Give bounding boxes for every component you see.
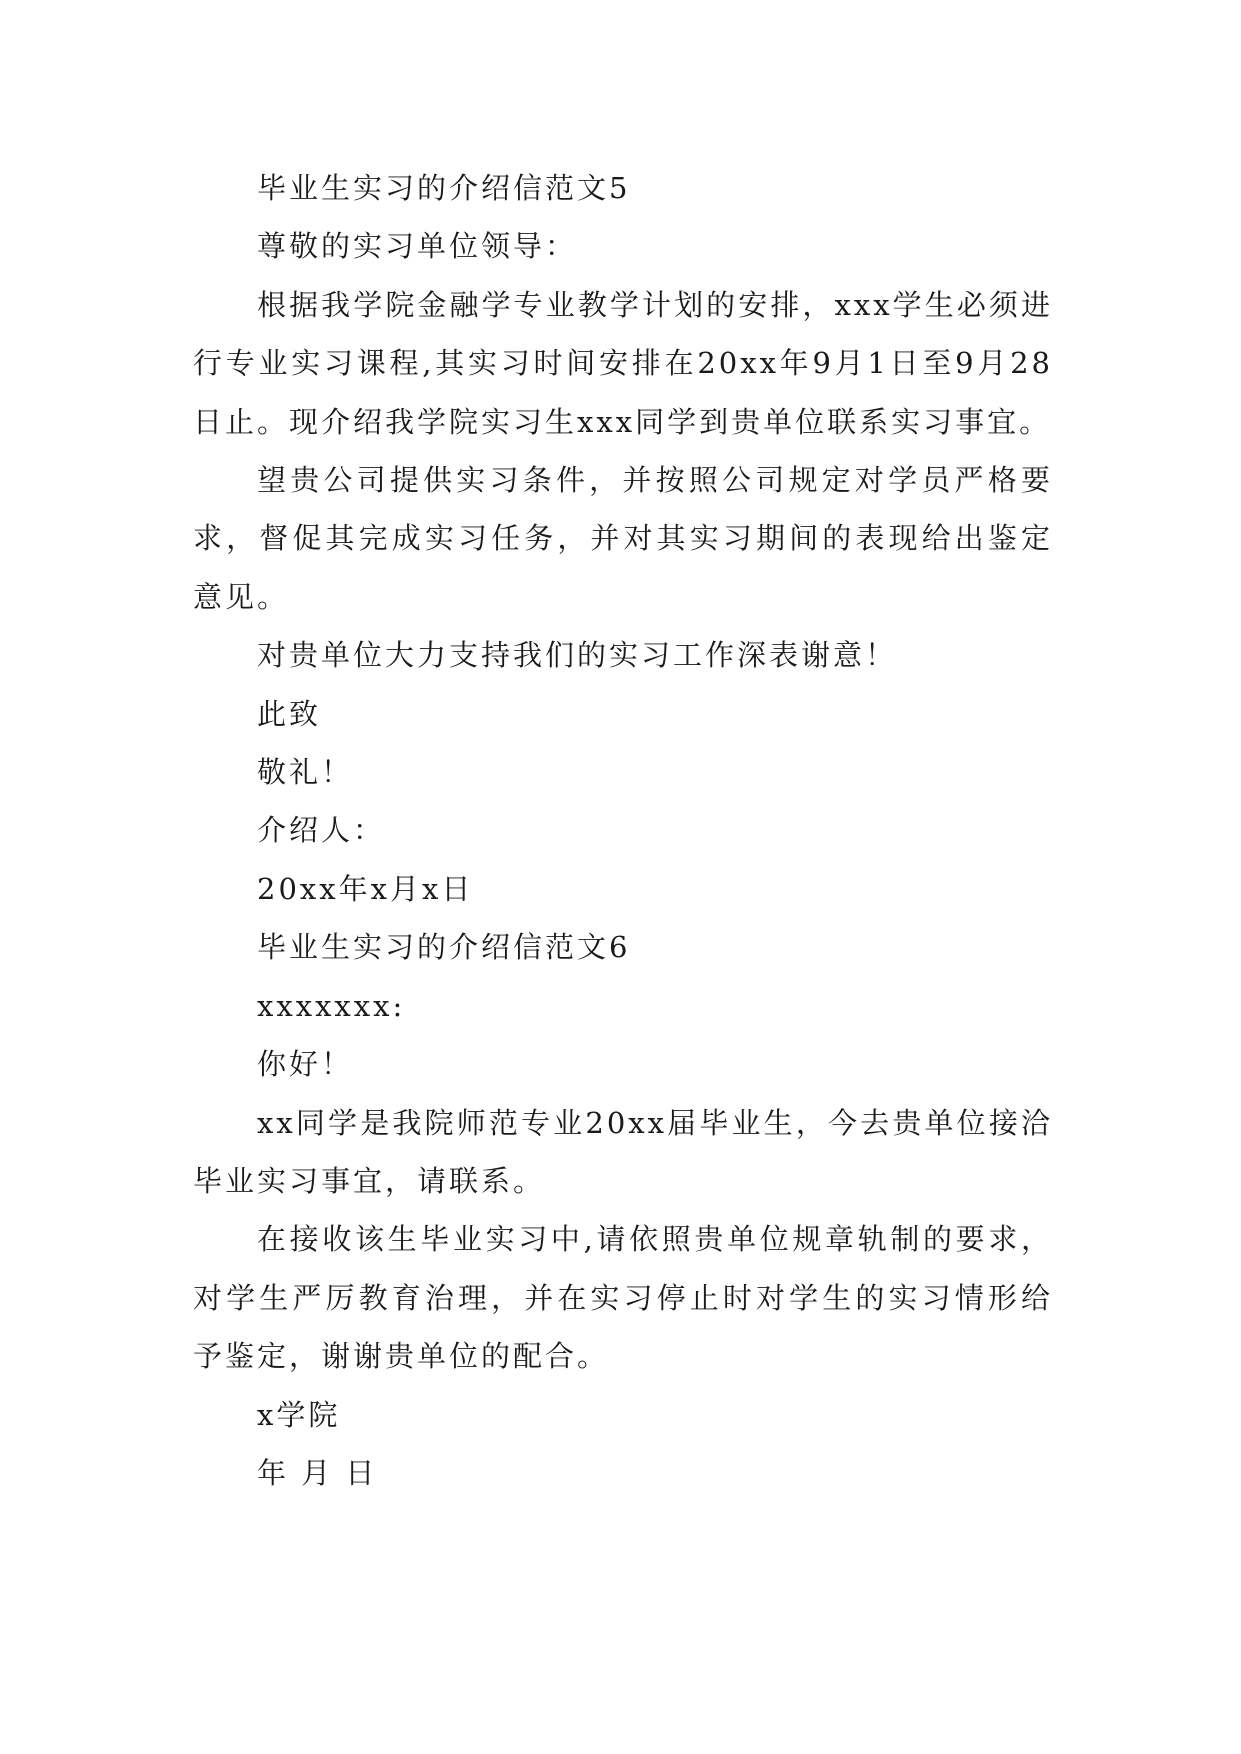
letter6-title: 毕业生实习的介绍信范文6 — [257, 930, 631, 965]
letter5-salutation: 尊敬的实习单位领导： — [257, 229, 578, 264]
letter6-greeting: 你好！ — [257, 1047, 354, 1082]
letter5-paragraph-3: 对贵单位大力支持我们的实习工作深表谢意！ — [257, 638, 898, 673]
letter5-paragraph-2: 望贵公司提供实习条件，并按照公司规定对学员严格要求，督促其完成实习任务，并对其实习期间的表现给出鉴定意见。 — [193, 463, 1053, 614]
letter5-title: 毕业生实习的介绍信范文5 — [257, 171, 631, 205]
letter5-closing-1: 此致 — [257, 696, 322, 731]
letter6-paragraph-2: 在接收该生毕业实习中,请依照贵单位规章轨制的要求，对学生严厉教育治理，并在实习停止时对学生的实习情形给予鉴定，谢谢贵单位的配合。 — [193, 1222, 1053, 1374]
letter5-date: 20xx年x月x日 — [257, 871, 474, 906]
letter5-introducer: 介绍人： — [257, 813, 386, 848]
document-body — [193, 159, 1053, 1502]
letter6-signature: x学院 — [257, 1397, 341, 1432]
letter6-date: 年 月 日 — [257, 1455, 378, 1490]
letter6-paragraph-1: xx同学是我院师范专业20xx届毕业生，今去贵单位接洽毕业实习事宜，请联系。 — [193, 1105, 1053, 1198]
letter5-closing-2: 敬礼！ — [257, 755, 354, 790]
letter5-paragraph-1: 根据我学院金融学专业教学计划的安排，xxx学生必须进行专业实习课程,其实习时间安排在20xx年9月1日至9月28日止。现介绍我学院实习生xxx同学到贵单位联系实习事宜。 — [193, 287, 1053, 439]
letter6-addressee: xxxxxxx: — [257, 988, 406, 1023]
